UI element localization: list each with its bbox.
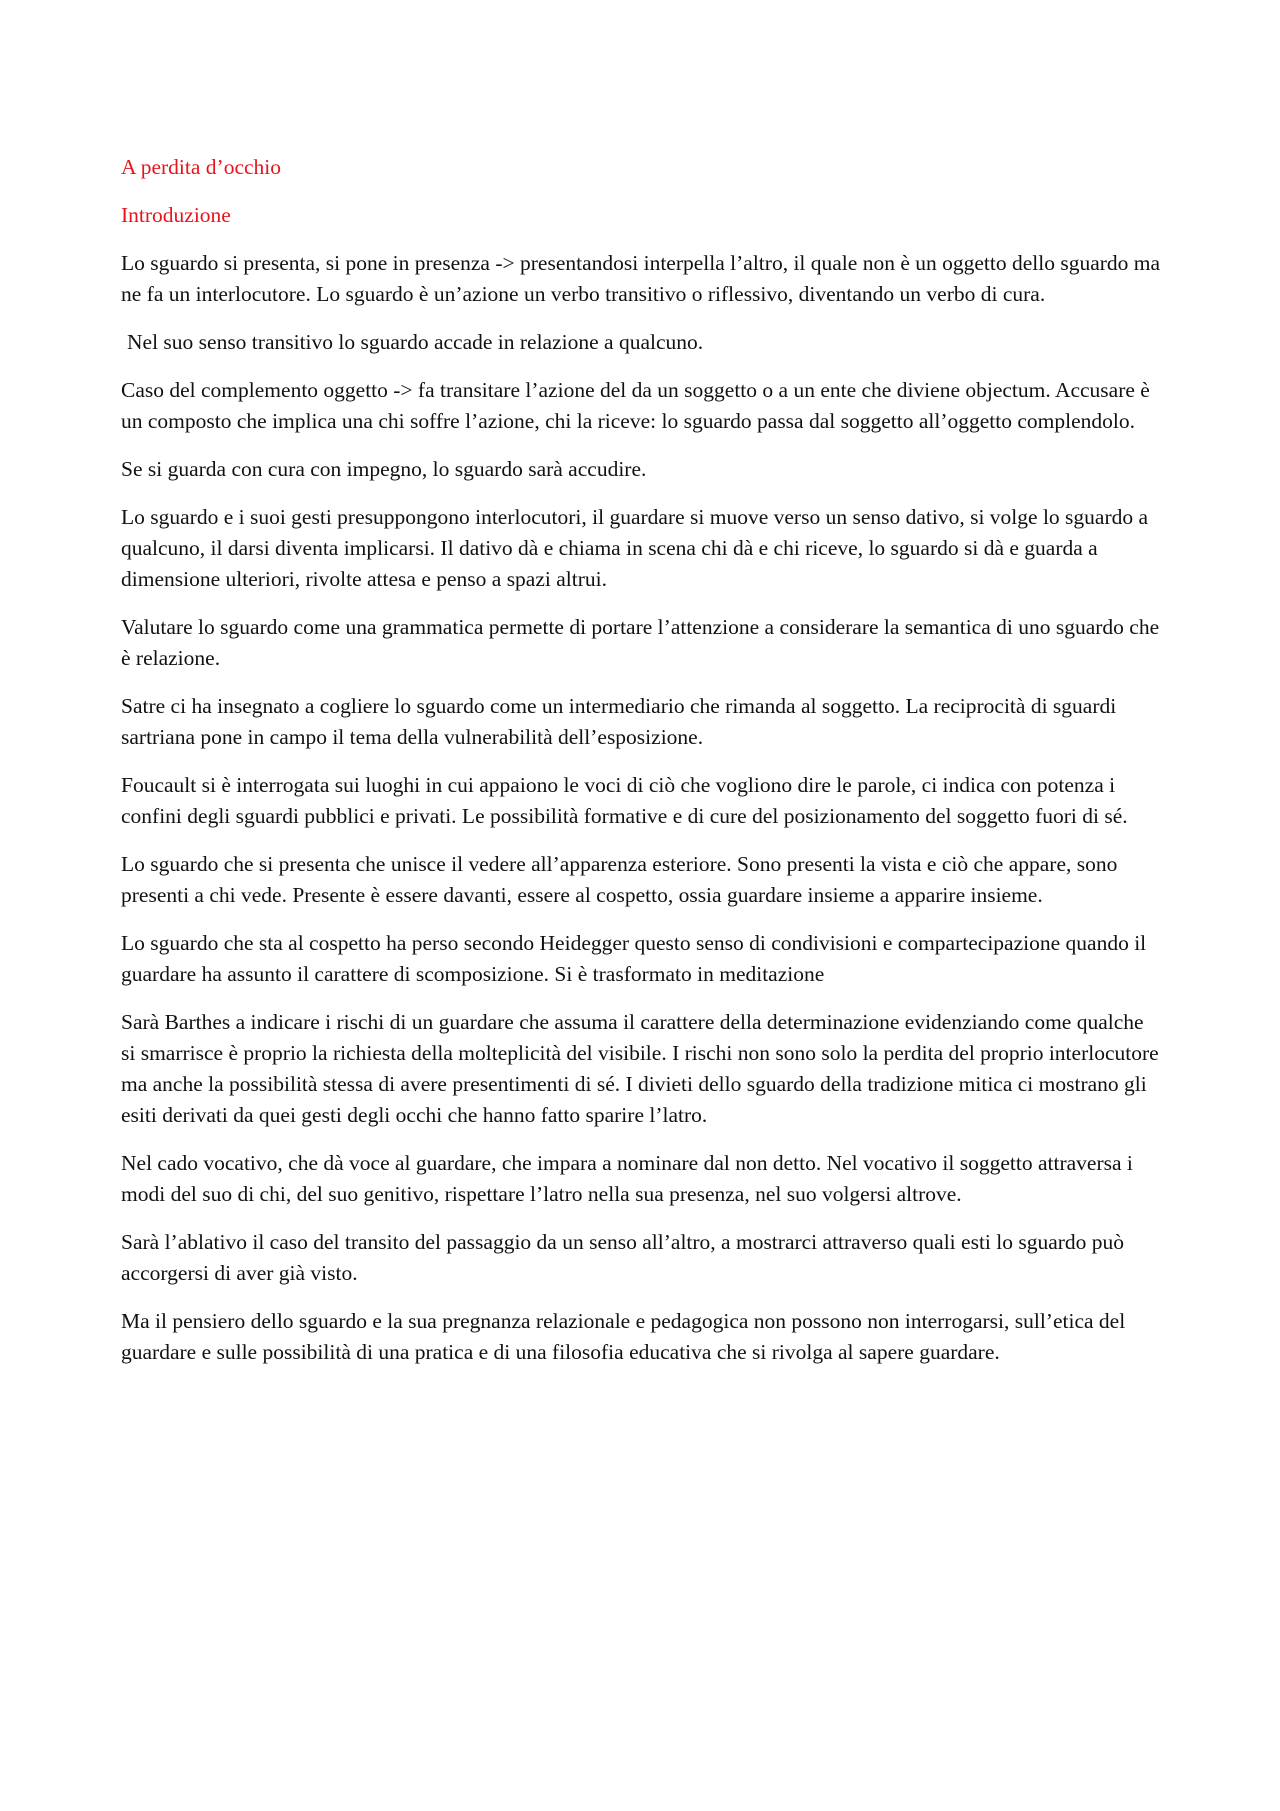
paragraph: Nel suo senso transitivo lo sguardo accade in relazione a qualcuno. [127, 330, 704, 354]
paragraph: Lo sguardo che si presenta che unisce il vedere all’apparenza esteriore. Sono presenti la vista e ciò che appare, sono presenti a chi vede. Presente è essere davanti, essere al cospetto, ossia guardare insieme a apparire insieme. [121, 852, 1118, 907]
paragraph: Caso del complemento oggetto -> fa transitare l’azione del da un soggetto o a un ente che diviene objectum. Accusare è un composto che implica una chi soffre l’azione, chi la riceve: lo sguardo passa dal soggetto all’oggetto complendolo. [121, 378, 1150, 433]
document-title: A perdita d’occhio [121, 155, 282, 179]
paragraph: Ma il pensiero dello sguardo e la sua pregnanza relazionale e pedagogica non possono non interrogarsi, sull’etica del guardare e sulle possibilità di una pratica e di una filosofia educativa che si rivolga al sapere guardare. [121, 1309, 1126, 1364]
paragraph: Lo sguardo e i suoi gesti presuppongono interlocutori, il guardare si muove verso un senso dativo, si volge lo sguardo a qualcuno, il darsi diventa implicarsi. Il dativo dà e chiama in scena chi dà e chi riceve, lo sguardo si dà e guarda a dimensione ulteriori, rivolte attesa e penso a spazi altrui. [121, 505, 1149, 591]
paragraph: Foucault si è interrogata sui luoghi in cui appaiono le voci di ciò che vogliono dire le parole, ci indica con potenza i confini degli sguardi pubblici e privati. Le possibilità formative e di cure del posizionamento del soggetto fuori di sé. [121, 773, 1128, 828]
paragraph: Lo sguardo si presenta, si pone in presenza -> presentandosi interpella l’altro, il quale non è un oggetto dello sguardo ma ne fa un interlocutore. Lo sguardo è un’azione un verbo transitivo o riflessivo, diventando un verbo di cura. [121, 251, 1161, 306]
section-heading: Introduzione [121, 203, 231, 227]
document-body [121, 152, 1161, 1385]
paragraph: Lo sguardo che sta al cospetto ha perso secondo Heidegger questo senso di condivisioni e compartecipazione quando il guardare ha assunto il carattere di scomposizione. Si è trasformato in meditazione [121, 931, 1147, 986]
paragraph: Nel cado vocativo, che dà voce al guardare, che impara a nominare dal non detto. Nel vocativo il soggetto attraversa i modi del suo di chi, del suo genitivo, rispettare l’latro nella sua presenza, nel suo volgersi altrove. [121, 1151, 1133, 1206]
paragraph: Valutare lo sguardo come una grammatica permette di portare l’attenzione a considerare la semantica di uno sguardo che è relazione. [121, 615, 1160, 670]
paragraph: Sarà l’ablativo il caso del transito del passaggio da un senso all’altro, a mostrarci attraverso quali esti lo sguardo può accorgersi di aver già visto. [121, 1230, 1125, 1285]
paragraph: Sarà Barthes a indicare i rischi di un guardare che assuma il carattere della determinazione evidenziando come qualche si smarrisce è proprio la richiesta della molteplicità del visibile. I rischi non sono solo la perdita del proprio interlocutore ma anche la possibilità stessa di avere presentimenti di sé. I divieti dello sguardo della tradizione mitica ci mostrano gli esiti derivati da quei gesti degli occhi che hanno fatto sparire l’latro. [121, 1010, 1159, 1127]
paragraph: Satre ci ha insegnato a cogliere lo sguardo come un intermediario che rimanda al soggetto. La reciprocità di sguardi sartriana pone in campo il tema della vulnerabilità dell’esposizione. [121, 694, 1117, 749]
paragraph: Se si guarda con cura con impegno, lo sguardo sarà accudire. [121, 457, 647, 481]
